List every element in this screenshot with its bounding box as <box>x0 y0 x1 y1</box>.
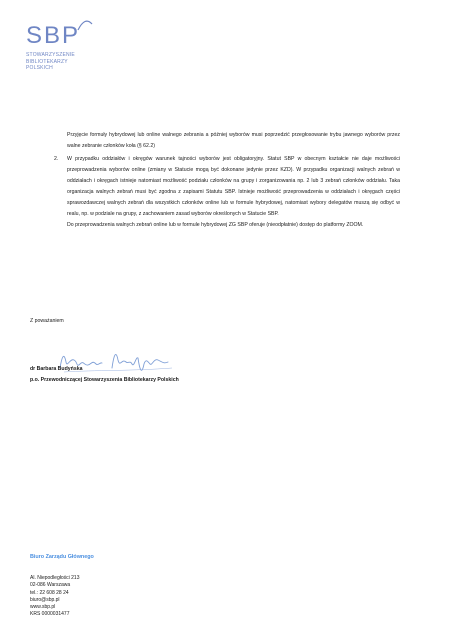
item-paragraph: Do przeprowadzenia walnych zebrań online lub w formule hybrydowej ZG SBP oferuje (nieodpłatnie) dostęp do platformy ZOOM. <box>67 222 364 228</box>
signer-block <box>30 364 179 386</box>
logo-subtitle-line: BIBLIOTEKARZY <box>26 58 68 65</box>
closing-salutation: Z poważaniem <box>30 318 64 324</box>
list-item-2 <box>54 154 400 231</box>
footer-city: 02-086 Warszawa <box>30 582 71 589</box>
item-paragraph: W przypadku oddziałów i okręgów warunek tajności wyborów jest obligatoryjny. Statut SBP w obecnym kształcie nie daje możliwości przeprowadzenia wyborów online (zmiany w Statucie mogą być dokonane jedynie przez KZD). W przypadku organizacji walnych zebrań w oddziałach i okręgach istnieje natomiast możliwość podziału członków na grupy i zorganizowania np. 2 lub 3 zebrań członków oddziału. Taka organizacja walnych zebrań musi być zgodna z zapisami Statutu SBP. Istnieje możliwość przeprowadzenia w oddziałach i okręgach części sprawozdawczej walnych zebrań dla wszystkich członków online lub w formule hybrydowej, natomiast wybory delegatów muszą się odbyć w realu, np. w podziale na grupy, z zachowaniem zasad wyborów określonych w Statucie SBP. <box>67 156 400 217</box>
footer-website: www.sbp.pl <box>30 604 56 611</box>
letter-body <box>54 130 400 231</box>
footer-krs: KRS 0000031477 <box>30 611 70 618</box>
logo-subtitle-line: STOWARZYSZENIE <box>26 52 75 58</box>
footer-phone: tel.: 22 608 28 24 <box>30 589 69 596</box>
logo-subtitle-line: POLSKICH <box>26 65 53 71</box>
logo-arc-icon <box>76 18 94 32</box>
signer-name: dr Barbara Budyńska <box>30 366 83 372</box>
footer-contact <box>30 554 94 618</box>
logo-wordmark: SBP <box>26 22 81 49</box>
footer-email: biuro@sbp.pl <box>30 596 60 603</box>
signer-title: p.o. Przewodniczącej Stowarzyszenia Bibliotekarzy Polskich <box>30 377 179 383</box>
intro-paragraph: Przyjęcie formuły hybrydowej lub online walnego zebrania a później wyborów musi poprzedzić przegłosowanie trybu jawnego wyborów przez walne zebranie członków koła (§ 62.2) <box>67 132 400 149</box>
logo-subtitle <box>26 52 116 72</box>
sbp-logo <box>26 24 116 72</box>
footer-address: Al. Niepodległości 213 <box>30 575 80 582</box>
list-number: 2. <box>54 156 59 162</box>
footer-title: Biuro Zarządu Głównego <box>30 554 94 560</box>
logo-mark <box>26 24 116 48</box>
